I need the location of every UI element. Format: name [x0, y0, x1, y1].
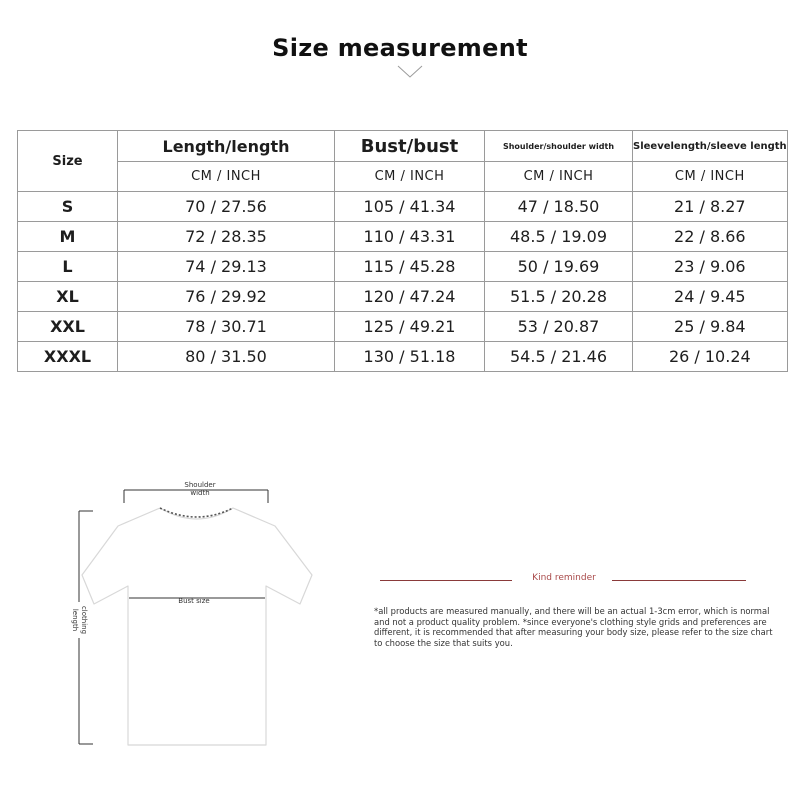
table-row	[18, 312, 788, 342]
sleeve-value: 25 / 9.84	[633, 312, 788, 342]
reminder-title: Kind reminder	[532, 573, 596, 583]
length-label-line1: clothing	[80, 605, 88, 635]
size-label: L	[18, 252, 118, 282]
shoulder-value: 50 / 19.69	[485, 252, 633, 282]
bust-value: 120 / 47.24	[335, 282, 485, 312]
bust-label: Bust size	[178, 597, 210, 605]
sleeve-value: 24 / 9.45	[633, 282, 788, 312]
length-unit: CM / INCH	[118, 162, 335, 192]
size-label: XL	[18, 282, 118, 312]
tshirt-icon	[82, 508, 312, 745]
sleeve-value: 22 / 8.66	[633, 222, 788, 252]
reminder-divider-right	[612, 580, 746, 581]
bust-value: 105 / 41.34	[335, 192, 485, 222]
length-label-line2: length	[71, 608, 79, 632]
bust-unit: CM / INCH	[335, 162, 485, 192]
size-label: XXL	[18, 312, 118, 342]
size-column-header: Size	[18, 131, 118, 192]
sleeve-value: 26 / 10.24	[633, 342, 788, 372]
reminder-divider-left	[380, 580, 512, 581]
size-label: XXXL	[18, 342, 118, 372]
shoulder-value: 47 / 18.50	[485, 192, 633, 222]
reminder-text: *all products are measured manually, and there will be an actual 1-3cm error, which is normal and not a product quality problem. *since everyone's clothing style grids and preferences are different, it is recommended that after measuring your body size, please refer to the size chart to choose the size that suits you.	[374, 606, 773, 648]
sleeve-value: 23 / 9.06	[633, 252, 788, 282]
bust-value: 130 / 51.18	[335, 342, 485, 372]
length-value: 70 / 27.56	[118, 192, 335, 222]
chevron-down-icon	[397, 64, 423, 80]
length-value: 78 / 30.71	[118, 312, 335, 342]
bust-value: 110 / 43.31	[335, 222, 485, 252]
length-value: 80 / 31.50	[118, 342, 335, 372]
table-row	[18, 222, 788, 252]
bust-header: Bust/bust	[335, 131, 485, 162]
shoulder-label-line1: Shoulder	[184, 481, 216, 489]
shoulder-header: Shoulder/shoulder width	[485, 131, 633, 162]
sleeve-unit: CM / INCH	[633, 162, 788, 192]
shoulder-value: 48.5 / 19.09	[485, 222, 633, 252]
table-row	[18, 192, 788, 222]
shoulder-unit: CM / INCH	[485, 162, 633, 192]
shoulder-value: 51.5 / 20.28	[485, 282, 633, 312]
shoulder-value: 54.5 / 21.46	[485, 342, 633, 372]
length-value: 72 / 28.35	[118, 222, 335, 252]
shoulder-value: 53 / 20.87	[485, 312, 633, 342]
sleeve-header: Sleevelength/sleeve length	[633, 131, 788, 162]
shoulder-label-line2: width	[190, 489, 210, 497]
page-title: Size measurement	[272, 34, 528, 62]
length-header: Length/length	[118, 131, 335, 162]
table-row	[18, 342, 788, 372]
size-chart-table	[17, 130, 788, 372]
bust-value: 115 / 45.28	[335, 252, 485, 282]
size-label: M	[18, 222, 118, 252]
length-value: 76 / 29.92	[118, 282, 335, 312]
bust-value: 125 / 49.21	[335, 312, 485, 342]
table-row	[18, 252, 788, 282]
sleeve-value: 21 / 8.27	[633, 192, 788, 222]
size-label: S	[18, 192, 118, 222]
tshirt-measurement-diagram	[60, 470, 330, 760]
length-value: 74 / 29.13	[118, 252, 335, 282]
table-row	[18, 282, 788, 312]
